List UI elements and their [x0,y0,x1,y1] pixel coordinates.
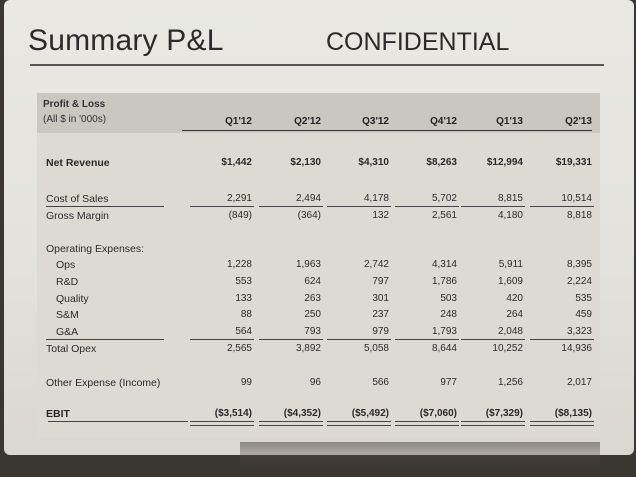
cell-value: 420 [506,293,523,304]
screen-reflection [240,442,600,472]
table-header-units: (All $ in '000s) [43,114,107,125]
cell-value: 2,224 [566,276,592,287]
cell-value: 10,252 [492,343,523,354]
cell-value: $1,442 [221,157,252,168]
cell-underline [461,339,525,340]
cell-underline [530,339,594,340]
cell-value: ($7,329) [485,408,523,419]
cell-value: 10,514 [561,193,592,204]
row-label: Cost of Sales [46,193,109,205]
cell-underline [190,339,254,340]
cell-value: 2,048 [497,326,523,337]
cell-value: 1,963 [295,259,321,270]
cell-value: 2,291 [226,193,252,204]
cell-value: 99 [240,377,252,388]
cell-value: 553 [235,276,252,287]
cell-value: 132 [372,210,389,221]
cell-value: 8,818 [566,210,592,221]
cell-value: 88 [240,309,252,320]
cell-value: (849) [228,210,252,221]
row-label: Operating Expenses: [46,243,145,255]
row-label: G&A [56,326,79,338]
column-header: Q2'13 [534,116,592,127]
cell-value: 3,892 [295,343,321,354]
cell-value: $8,263 [426,157,457,168]
cell-value: 2,494 [295,193,321,204]
cell-value: ($4,352) [283,408,321,419]
cell-value: 8,395 [566,259,592,270]
column-header: Q1'13 [465,116,523,127]
cell-underline [327,339,391,340]
row-label: Other Expense (Income) [46,377,161,389]
cell-value: 5,702 [431,193,457,204]
row-label: Ops [56,259,76,271]
cell-underline [259,206,323,207]
cell-value: 624 [304,276,321,287]
cell-value: 1,609 [497,276,523,287]
row-label-underline [46,206,164,207]
slide-title: Summary P&L [28,24,224,57]
cell-value: 264 [506,309,523,320]
cell-value: 133 [235,293,252,304]
column-header: Q3'12 [331,116,389,127]
row-label: EBIT [46,408,70,420]
cell-value: 301 [372,293,389,304]
cell-underline [461,206,525,207]
cell-underline [395,421,459,426]
table-header-label: Profit & Loss [43,99,106,110]
cell-value: 14,936 [561,343,592,354]
cell-value: 3,323 [566,326,592,337]
cell-value: $2,130 [290,157,321,168]
cell-value: 5,911 [498,259,523,270]
cell-underline [530,206,594,207]
row-label: Total Opex [46,343,97,355]
cell-value: 1,793 [431,326,457,337]
cell-value: $4,310 [358,157,389,168]
cell-value: 4,178 [363,193,389,204]
confidential-label: CONFIDENTIAL [326,28,510,56]
cell-underline [327,421,391,426]
cell-value: 979 [372,326,389,337]
cell-value: 566 [372,377,389,388]
cell-value: 263 [304,293,321,304]
cell-value: 96 [309,377,321,388]
row-label: Net Revenue [46,157,110,169]
cell-value: 250 [304,309,321,320]
cell-value: 503 [440,293,457,304]
cell-value: (364) [297,210,321,221]
cell-value: 564 [235,326,252,337]
cell-value: 4,180 [497,210,523,221]
cell-value: 8,815 [497,193,523,204]
cell-value: 5,058 [363,343,389,354]
cell-value: ($5,492) [351,408,389,419]
cell-value: 237 [372,309,389,320]
cell-value: 248 [440,309,457,320]
cell-underline [327,206,391,207]
column-header: Q2'12 [263,116,321,127]
cell-underline [190,421,254,426]
cell-underline [190,206,254,207]
cell-underline [530,421,594,426]
cell-value: 1,228 [226,259,252,270]
row-label: S&M [56,309,79,321]
cell-value: 8,644 [431,343,457,354]
cell-value: 2,017 [566,377,592,388]
cell-value: ($3,514) [214,408,252,419]
cell-value: ($7,060) [419,408,457,419]
cell-underline [259,421,323,426]
title-divider [30,64,604,66]
cell-value: 977 [440,377,457,388]
row-label: Gross Margin [46,210,110,222]
column-header: Q4'12 [399,116,457,127]
cell-value: 797 [372,276,389,287]
row-label: R&D [56,276,79,288]
cell-value: $19,331 [555,157,592,168]
cell-value: 2,742 [363,259,389,270]
cell-value: 535 [575,293,592,304]
table-header-band [37,93,600,133]
row-label-underline [46,339,164,340]
cell-underline [461,421,525,426]
cell-value: 4,314 [431,259,457,270]
cell-underline [395,206,459,207]
cell-value: 1,256 [497,377,523,388]
cell-value: 459 [575,309,592,320]
cell-value: 793 [304,326,321,337]
cell-value: 2,561 [431,210,457,221]
cell-underline [259,339,323,340]
cell-underline [395,339,459,340]
cell-value: ($8,135) [554,408,592,419]
cell-value: 1,786 [431,276,457,287]
cell-value: 2,565 [226,343,252,354]
row-label: Quality [56,293,89,305]
column-header: Q1'12 [194,116,252,127]
cell-value: $12,994 [486,157,523,168]
ebit-label-underline [48,421,188,422]
